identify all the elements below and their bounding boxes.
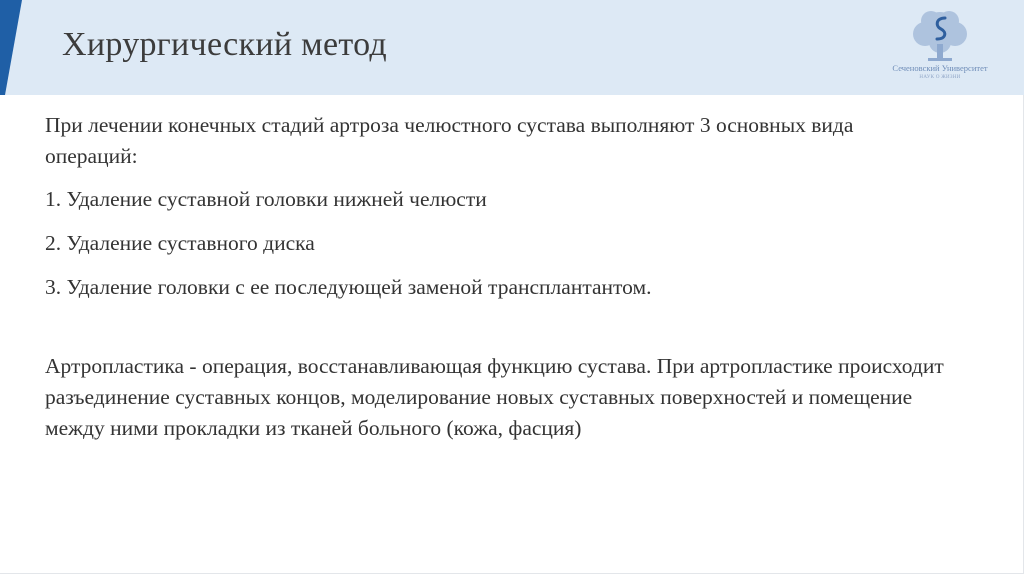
- tree-logo-icon: [908, 8, 972, 64]
- intro-text: При лечении конечных стадий артроза челюстного сустава выполняют 3 основных вида операций:: [45, 113, 854, 168]
- slide-title: Хирургический метод: [62, 26, 388, 63]
- definition-text: Артропластика - операция, восстанавливающая функцию сустава. При артропластике происходит разъединение суставных концов, моделирование новых суставных поверхностей и помещение между ними прокладки из тканей больного (кожа, фасция): [45, 354, 944, 440]
- list-item: 2. Удаление суставного диска: [45, 231, 315, 255]
- logo-name: Сеченовский Университет: [892, 63, 988, 73]
- accent-stripe: [0, 0, 22, 95]
- list-item: 1. Удаление суставной головки нижней челюсти: [45, 187, 487, 211]
- slide-body: [45, 110, 945, 444]
- list-item: 3. Удаление головки с ее последующей заменой трансплантантом.: [45, 275, 652, 299]
- university-logo: [880, 8, 1000, 88]
- header-band: [0, 0, 1024, 95]
- logo-motto: НАУК О ЖИЗНИ: [919, 75, 961, 80]
